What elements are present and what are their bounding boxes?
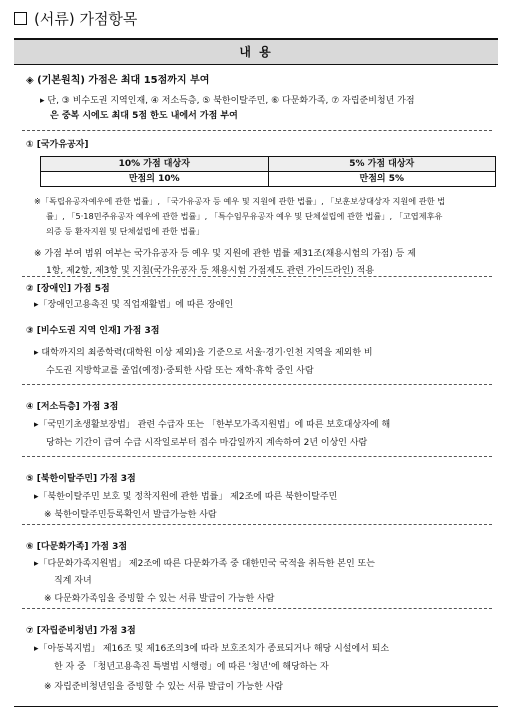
basic-line-2: 은 중복 시에도 최대 5점 한도 내에서 가점 부여: [50, 111, 238, 121]
basic-heading: ◈ (기본원칙) 가점은 최대 15점까지 부여: [26, 75, 210, 86]
content-header: 내 용: [14, 38, 498, 65]
disabled-line: ▸「장애인고용촉진 및 직업재활법」에 따른 장애인: [34, 300, 234, 310]
page-title: [14, 8, 137, 29]
regional-heading: ③ [비수도권 지역 인재] 가점 3점: [26, 326, 160, 336]
veteran-table-header-10: 10% 가점 대상자: [41, 157, 269, 172]
youth-body: ▸「아동복지법」 제16조 및 제16조의3에 따라 보호조치가 종료되거나 해당 시설에서 퇴소 한 자 중 「청년고용촉진 특별법 시행령」에 따른 '청년'에 해당하는 자: [34, 644, 390, 672]
veteran-table: [40, 156, 496, 187]
divider: [22, 276, 492, 277]
divider: [22, 524, 492, 525]
content-body: [14, 62, 498, 707]
multi-note: ※ 다문화가족임을 증빙할 수 있는 서류 발급이 가능한 사람: [44, 594, 275, 604]
veteran-note-1: ※「독립유공자예우에 관한 법률」, 「국가유공자 등 예우 및 지원에 관한 법률」, 「보훈보상대상자 지원에 관한 법 률」, 「5·18민주유공자 예우에 관한 법률」, 「특수임무유공자 예우 및 단체설립에 관한 법률」, 「고엽제후유 의증 등 환자지원 및 단체설립에 관한 법률」: [34, 196, 446, 236]
veteran-table-header-5: 5% 가점 대상자: [268, 157, 496, 172]
multi-body: ▸「다문화가족지원법」 제2조에 따른 다문화가족 중 대한민국 국적을 취득한 본인 또는 직계 자녀: [34, 559, 375, 586]
veteran-table-value-5: 만점의 5%: [268, 172, 496, 187]
divider: [22, 384, 492, 385]
veteran-heading: ① [국가유공자]: [26, 140, 89, 150]
page-title-text: (서류) 가점항목: [34, 10, 138, 28]
divider: [22, 456, 492, 457]
divider: [22, 608, 492, 609]
veteran-table-value-10: 만점의 10%: [41, 172, 269, 187]
nk-heading: ⑤ [북한이탈주민] 가점 3점: [26, 474, 136, 484]
lowincome-body: ▸「국민기초생활보장법」 관련 수급자 또는 「한부모가족지원법」에 따른 보호대상자에 해 당하는 기간이 급여 수급 시작일로부터 접수 마감일까지 계속하여 2년 이상인 사람: [34, 420, 391, 448]
lowincome-heading: ④ [저소득층] 가점 3점: [26, 402, 119, 412]
disabled-heading: ② [장애인] 가점 5점: [26, 284, 110, 294]
nk-line: ▸「북한이탈주민 보호 및 정착지원에 관한 법률」 제2조에 따른 북한이탈주민: [34, 492, 338, 502]
nk-note: ※ 북한이탈주민등록확인서 발급가능한 사람: [44, 510, 217, 520]
youth-note: ※ 자립준비청년임을 증빙할 수 있는 서류 발급이 가능한 사람: [44, 682, 284, 692]
multi-heading: ⑥ [다문화가족] 가점 3점: [26, 542, 128, 552]
veteran-note-2: ※ 가점 부여 범위 여부는 국가유공자 등 예우 및 지원에 관한 법률 제31조(채용시험의 가점) 등 제 1항, 제2항, 제3항 및 지침(국가유공자 등 채용시험 가점제도 관련 가이드라인) 적용: [34, 249, 416, 276]
checkbox-square-icon: [14, 12, 27, 25]
basic-line-1: ▸ 단, ③ 비수도권 지역인재, ④ 저소득층, ⑤ 북한이탈주민, ⑥ 다문화가족, ⑦ 자립준비청년 가점: [40, 96, 415, 106]
youth-heading: ⑦ [자립준비청년] 가점 3점: [26, 626, 136, 636]
divider: [22, 130, 492, 131]
regional-body: ▸ 대학까지의 최종학력(대학원 이상 제외)을 기준으로 서울·경기·인천 지역을 제외한 비 수도권 지방학교를 졸업(예정)·중퇴한 사람 또는 재학·휴학 중인 사람: [34, 348, 373, 376]
